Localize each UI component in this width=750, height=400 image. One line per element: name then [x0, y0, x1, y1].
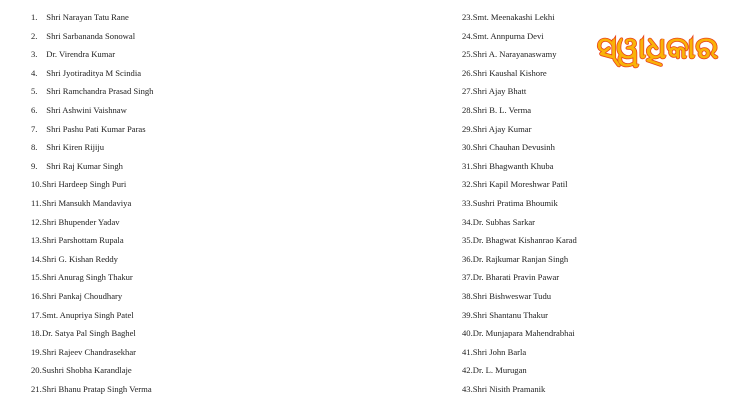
- item-number: 8.: [31, 142, 38, 153]
- item-name: Dr. Bhagwat Kishanrao Karad: [472, 235, 577, 246]
- list-item: [31, 324, 431, 343]
- item-name: Shri Sarbananda Sonowal: [46, 30, 136, 41]
- list-item: [31, 213, 431, 232]
- list-item: [31, 27, 431, 46]
- item-number: 33.: [462, 197, 473, 208]
- item-name: Shri Ashwini Vaishnaw: [46, 104, 127, 115]
- item-number: 27.: [462, 86, 473, 97]
- list-item: [462, 157, 702, 176]
- list-item: [31, 138, 431, 157]
- item-name: Smt. Annpurna Devi: [472, 30, 544, 41]
- item-number: 31.: [462, 160, 473, 171]
- list-item: [31, 45, 431, 64]
- list-item: [31, 268, 431, 287]
- logo-text: ସ୍ୱାଧିକାର: [597, 31, 719, 66]
- item-number: 23.: [462, 12, 473, 22]
- item-number: 1.: [31, 12, 38, 22]
- item-number: 37.: [462, 272, 473, 283]
- item-number: 40.: [462, 328, 473, 339]
- list-item: [462, 194, 702, 213]
- item-name: Dr. Bharati Pravin Pawar: [472, 272, 560, 283]
- item-number: 24.: [462, 30, 473, 41]
- item-number: 16.: [31, 290, 42, 301]
- item-name: Shri Kaushal Kishore: [472, 67, 547, 78]
- item-name: Dr. Rajkumar Ranjan Singh: [472, 253, 569, 264]
- list-item: [31, 343, 431, 362]
- item-number: 2.: [31, 30, 38, 41]
- item-name: Shri Anurag Singh Thakur: [42, 272, 133, 283]
- item-name: Dr. Virendra Kumar: [46, 49, 116, 60]
- item-number: 30.: [462, 142, 473, 153]
- item-name: Dr. Satya Pal Singh Baghel: [42, 328, 136, 339]
- list-item: [462, 268, 702, 287]
- item-number: 42.: [462, 365, 473, 376]
- minister-list-left: [31, 8, 431, 398]
- item-number: 26.: [462, 67, 473, 78]
- item-number: 11.: [31, 197, 42, 208]
- item-number: 17.: [31, 309, 42, 320]
- item-name: Shri Hardeep Singh Puri: [42, 179, 127, 190]
- item-number: 25.: [462, 49, 473, 60]
- item-name: Shri Chauhan Devusinh: [472, 142, 555, 153]
- list-item: [31, 120, 431, 139]
- item-number: 38.: [462, 290, 473, 301]
- item-number: 4.: [31, 67, 38, 78]
- list-item: [462, 250, 702, 269]
- item-name: Shri Bhanu Pratap Singh Verma: [42, 383, 152, 394]
- item-name: Dr. Munjapara Mahendrabhai: [472, 328, 575, 339]
- item-number: 18.: [31, 328, 42, 339]
- item-name: Shri Kapil Moreshwar Patil: [472, 179, 568, 190]
- item-name: Shri Raj Kumar Singh: [46, 160, 123, 171]
- item-number: 10.: [31, 179, 42, 190]
- item-number: 21.: [31, 383, 42, 394]
- item-number: 14.: [31, 253, 42, 264]
- item-number: 35.: [462, 235, 473, 246]
- item-number: 28.: [462, 104, 473, 115]
- list-item: [462, 231, 702, 250]
- item-name: Shri A. Narayanaswamy: [472, 49, 557, 60]
- item-number: 19.: [31, 346, 42, 357]
- list-item: [462, 213, 702, 232]
- item-name: Shri Parshottam Rupala: [42, 235, 124, 246]
- item-name: Smt. Anupriya Singh Patel: [42, 309, 134, 320]
- item-number: 5.: [31, 86, 38, 97]
- item-name: Shri Bhupender Yadav: [42, 216, 120, 227]
- item-name: Shri Narayan Tatu Rane: [46, 12, 129, 22]
- item-name: Shri Ajay Kumar: [472, 123, 532, 134]
- list-item: [31, 101, 431, 120]
- list-item: [31, 157, 431, 176]
- item-number: 39.: [462, 309, 473, 320]
- item-number: 6.: [31, 104, 38, 115]
- item-number: 7.: [31, 123, 38, 134]
- item-number: 36.: [462, 253, 473, 264]
- item-name: Sushri Shobha Karandlaje: [42, 365, 132, 376]
- item-number: 29.: [462, 123, 473, 134]
- item-name: Shri Pashu Pati Kumar Paras: [46, 123, 146, 134]
- list-item: [462, 324, 702, 343]
- list-item: [462, 101, 702, 120]
- item-name: Shri Ajay Bhatt: [472, 86, 527, 97]
- list-item: [462, 138, 702, 157]
- item-number: 15.: [31, 272, 42, 283]
- item-name: Dr. Subhas Sarkar: [472, 216, 536, 227]
- item-number: 9.: [31, 160, 38, 171]
- list-item: [31, 287, 431, 306]
- list-item: [31, 231, 431, 250]
- item-name: Shri Rajeev Chandrasekhar: [42, 346, 137, 357]
- list-item: [462, 343, 702, 362]
- item-number: 3.: [31, 49, 38, 60]
- item-name: Sushri Pratima Bhoumik: [472, 197, 558, 208]
- list-item: [462, 306, 702, 325]
- item-name: Shri Mansukh Mandaviya: [42, 197, 132, 208]
- list-item: [462, 380, 702, 399]
- item-number: 34.: [462, 216, 473, 227]
- item-name: Shri Kiren Rijiju: [46, 142, 105, 153]
- item-number: 32.: [462, 179, 473, 190]
- list-item: [31, 380, 431, 399]
- swadhikar-logo: [594, 18, 744, 74]
- item-name: Shri Shantanu Thakur: [472, 309, 549, 320]
- list-item: [31, 306, 431, 325]
- list-item: [31, 250, 431, 269]
- item-number: 43.: [462, 383, 473, 394]
- item-name: Shri Pankaj Choudhary: [42, 290, 123, 301]
- logo-wordmark: [594, 18, 744, 74]
- list-item: [462, 287, 702, 306]
- list-item: [462, 82, 702, 101]
- item-name: Shri Ramchandra Prasad Singh: [46, 86, 154, 97]
- item-number: 13.: [31, 235, 42, 246]
- item-name: Dr. L. Murugan: [472, 365, 527, 376]
- item-number: 41.: [462, 346, 473, 357]
- item-name: Shri Bishweswar Tudu: [472, 290, 552, 301]
- list-item: [462, 120, 702, 139]
- list-item: [31, 64, 431, 83]
- item-number: 12.: [31, 216, 42, 227]
- item-name: Shri G. Kishan Reddy: [42, 253, 118, 264]
- item-number: 20.: [31, 365, 42, 376]
- item-name: Shri Bhagwanth Khuba: [472, 160, 554, 171]
- item-name: Shri B. L. Verma: [472, 104, 532, 115]
- list-item: [31, 361, 431, 380]
- list-item: [462, 361, 702, 380]
- list-item: [31, 175, 431, 194]
- item-name: Shri Jyotiraditya M Scindia: [46, 67, 142, 78]
- item-name: Shri John Barla: [472, 346, 527, 357]
- list-item: [31, 194, 431, 213]
- item-name: Shri Nisith Pramanik: [472, 383, 546, 394]
- item-name: Smt. Meenakashi Lekhi: [472, 12, 555, 22]
- list-item: [462, 175, 702, 194]
- list-item: [31, 82, 431, 101]
- list-item: [31, 8, 431, 27]
